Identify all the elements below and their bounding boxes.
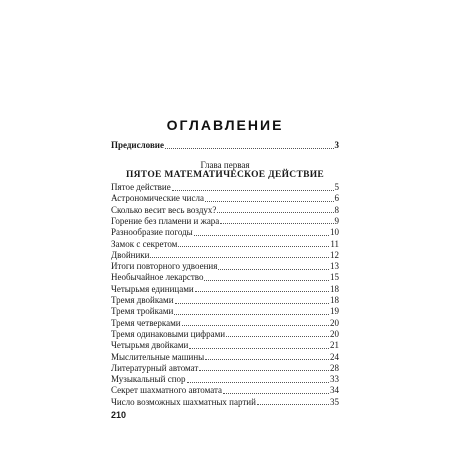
dot-leader [199, 370, 329, 371]
toc-entry [111, 249, 339, 261]
toc-entry-page: 28 [330, 362, 339, 373]
toc-entry-page: 11 [330, 238, 339, 249]
toc-entry [111, 238, 339, 250]
toc-entry-label: Сколько весит весь воздух? [111, 204, 217, 215]
page-number: 210 [111, 410, 127, 420]
dot-leader [218, 269, 329, 270]
toc-entry-preface [111, 139, 339, 151]
toc-entry-label: Тремя тройками [111, 306, 174, 317]
toc-entry [111, 260, 339, 272]
toc-entry [111, 226, 339, 238]
toc-entry-label: Секрет шахматного автомата [111, 385, 223, 396]
toc-entry-page: 35 [330, 396, 339, 407]
toc-entry-label: Четырьмя единицами [111, 283, 194, 294]
toc-entry-label: Предисловие [111, 140, 164, 150]
dot-leader [223, 393, 329, 394]
toc-entry [111, 204, 339, 216]
toc-entry-page: 24 [330, 351, 339, 362]
toc-entry [111, 396, 339, 408]
toc-entry-page: 15 [330, 272, 339, 283]
dot-leader [165, 148, 334, 149]
toc-entry [111, 362, 339, 374]
toc-entry-label: Пятое действие [111, 182, 171, 192]
chapter-label: Глава первая [200, 160, 250, 170]
dot-leader [189, 348, 329, 349]
toc-title: ОГЛАВЛЕНИЕ [166, 117, 284, 133]
toc-entry-label: Тремя одинаковыми цифрами [111, 328, 226, 339]
toc-entry-label: Замок с секретом [111, 238, 178, 249]
dot-leader [187, 382, 329, 383]
chapter-title: ПЯТОЕ МАТЕМАТИЧЕСКОЕ ДЕЙСТВИЕ [125, 170, 325, 180]
toc-entry-label: Двойники [111, 249, 150, 260]
toc-entry-label: Мыслительные машины [111, 351, 205, 362]
dot-leader [174, 314, 329, 315]
toc-entry-label: Горение без пламени и жара [111, 215, 220, 226]
toc-entry [111, 384, 339, 396]
dot-leader [220, 223, 333, 224]
toc-entry-page: 18 [330, 283, 339, 294]
toc-entry [111, 305, 339, 317]
toc-entry [111, 271, 339, 283]
dot-leader [226, 336, 329, 337]
toc-entry-label: Необычайное лекарство [111, 272, 204, 283]
toc-entry [111, 373, 339, 385]
toc-entry [111, 339, 339, 351]
dot-leader [150, 257, 329, 258]
toc-entry-page: 10 [330, 227, 339, 238]
toc-entry [111, 283, 339, 295]
toc-entry-page: 34 [330, 385, 339, 396]
toc-entry [111, 181, 339, 193]
dot-leader [178, 246, 329, 247]
dot-leader [257, 404, 329, 405]
dot-leader [172, 190, 334, 191]
toc-entry-page: 19 [330, 306, 339, 317]
toc-entry [111, 294, 339, 306]
dot-leader [194, 235, 329, 236]
dot-leader [175, 303, 329, 304]
toc-entry-page: 5 [334, 182, 339, 192]
toc-entry-label: Четырьмя двойками [111, 340, 189, 351]
toc-entry-page: 3 [334, 140, 339, 150]
dot-leader [195, 291, 329, 292]
toc-entry-page: 6 [334, 193, 339, 204]
toc-entry-label: Разнообразие погоды [111, 227, 193, 238]
dot-leader [217, 212, 333, 213]
toc-entry-page: 21 [330, 340, 339, 351]
toc-entry-label: Тремя двойками [111, 295, 174, 305]
toc-entry [111, 317, 339, 329]
toc-entry [111, 192, 339, 204]
toc-entry-label: Число возможных шахматных партий [111, 396, 256, 407]
dot-leader [205, 201, 334, 202]
toc-entry-page: 20 [330, 328, 339, 339]
toc-entry-page: 33 [330, 374, 339, 385]
toc-entry-page: 8 [334, 204, 339, 215]
toc-entry-page: 12 [330, 249, 339, 260]
toc-entry-page: 20 [330, 317, 339, 328]
toc-entry-label: Астрономические числа [111, 193, 204, 204]
toc-entry-label: Литературный автомат [111, 362, 199, 373]
toc-entry-label: Итоги повторного удвоения [111, 261, 218, 272]
toc-entry [111, 215, 339, 227]
toc-entry-page: 9 [334, 215, 339, 226]
toc-entry-page: 13 [330, 261, 339, 272]
toc-entry-label: Тремя четверками [111, 317, 181, 328]
toc-entry [111, 351, 339, 363]
dot-leader [205, 359, 329, 360]
toc-entry [111, 328, 339, 340]
dot-leader [182, 325, 329, 326]
toc-entry-page: 18 [330, 295, 339, 305]
toc-entry-label: Музыкальный спор [111, 374, 186, 385]
dot-leader [204, 280, 329, 281]
